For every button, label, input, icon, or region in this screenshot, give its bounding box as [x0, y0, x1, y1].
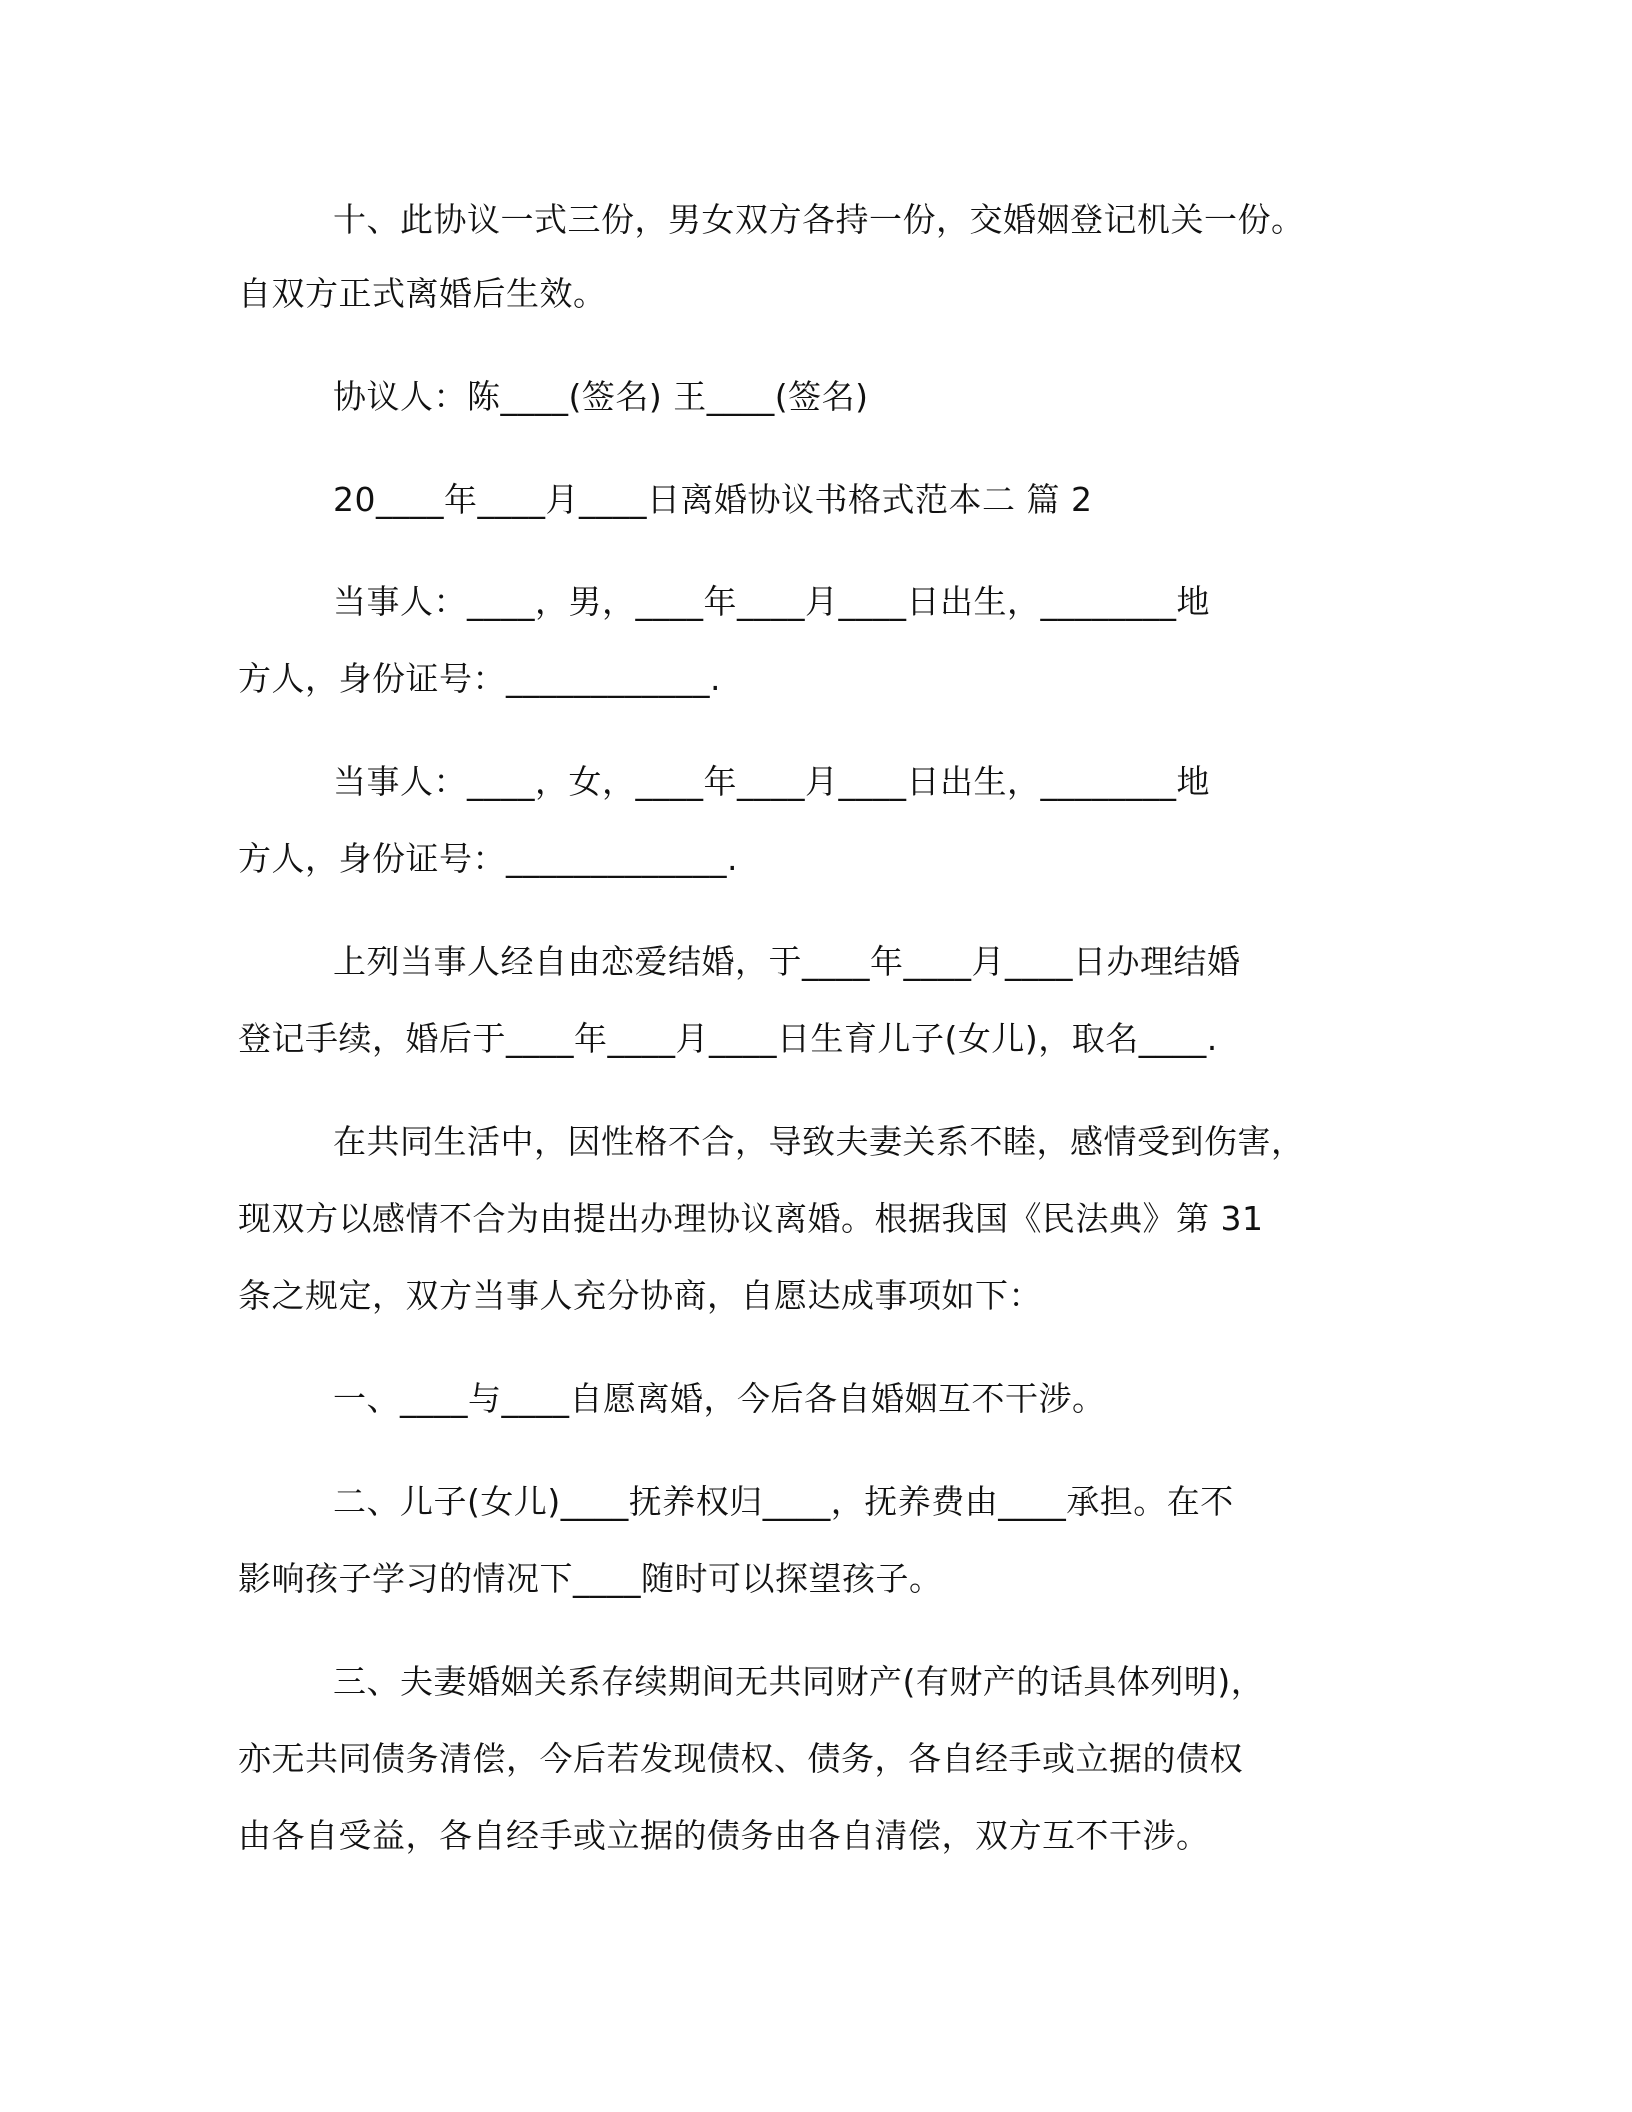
clause-one-line: 一、____与____自愿离婚，今后各自婚姻互不干涉。	[333, 1379, 1106, 1418]
reason-paragraph-line-1: 在共同生活中，因性格不合，导致夫妻关系不睦，感情受到伤害，	[333, 1122, 1305, 1161]
clause-ten-line-1: 十、此协议一式三份，男女双方各持一份，交婚姻登记机关一份。	[333, 200, 1305, 239]
party-male-line-2: 方人，身份证号：____________.	[238, 659, 721, 698]
clause-three-line-1: 三、夫妻婚姻关系存续期间无共同财产(有财产的话具体列明)，	[333, 1662, 1265, 1701]
party-female-line-2: 方人，身份证号：_____________.	[238, 839, 738, 878]
clause-ten-line-2: 自双方正式离婚后生效。	[238, 274, 607, 313]
clause-three-line-3: 由各自受益，各自经手或立据的债务由各自清偿，双方互不干涉。	[238, 1816, 1210, 1855]
reason-paragraph-line-3: 条之规定，双方当事人充分协商，自愿达成事项如下：	[238, 1276, 1042, 1315]
clause-two-line-1: 二、儿子(女儿)____抚养权归____，抚养费由____承担。在不	[333, 1482, 1234, 1521]
marriage-paragraph-line-1: 上列当事人经自由恋爱结婚，于____年____月____日办理结婚	[333, 942, 1241, 981]
date-and-section-title: 20____年____月____日离婚协议书格式范本二 篇 2	[333, 480, 1093, 519]
clause-three-line-2: 亦无共同债务清偿，今后若发现债权、债务，各自经手或立据的债权	[238, 1739, 1243, 1778]
marriage-paragraph-line-2: 登记手续，婚后于____年____月____日生育儿子(女儿)，取名____.	[238, 1019, 1218, 1058]
clause-two-line-2: 影响孩子学习的情况下____随时可以探望孩子。	[238, 1559, 943, 1598]
signatories-line: 协议人：陈____(签名) 王____(签名)	[333, 377, 869, 416]
reason-paragraph-line-2: 现双方以感情不合为由提出办理协议离婚。根据我国《民法典》第 31	[238, 1199, 1264, 1238]
party-female-line-1: 当事人：____，女，____年____月____日出生，________地	[333, 762, 1210, 801]
party-male-line-1: 当事人：____，男，____年____月____日出生，________地	[333, 582, 1210, 621]
